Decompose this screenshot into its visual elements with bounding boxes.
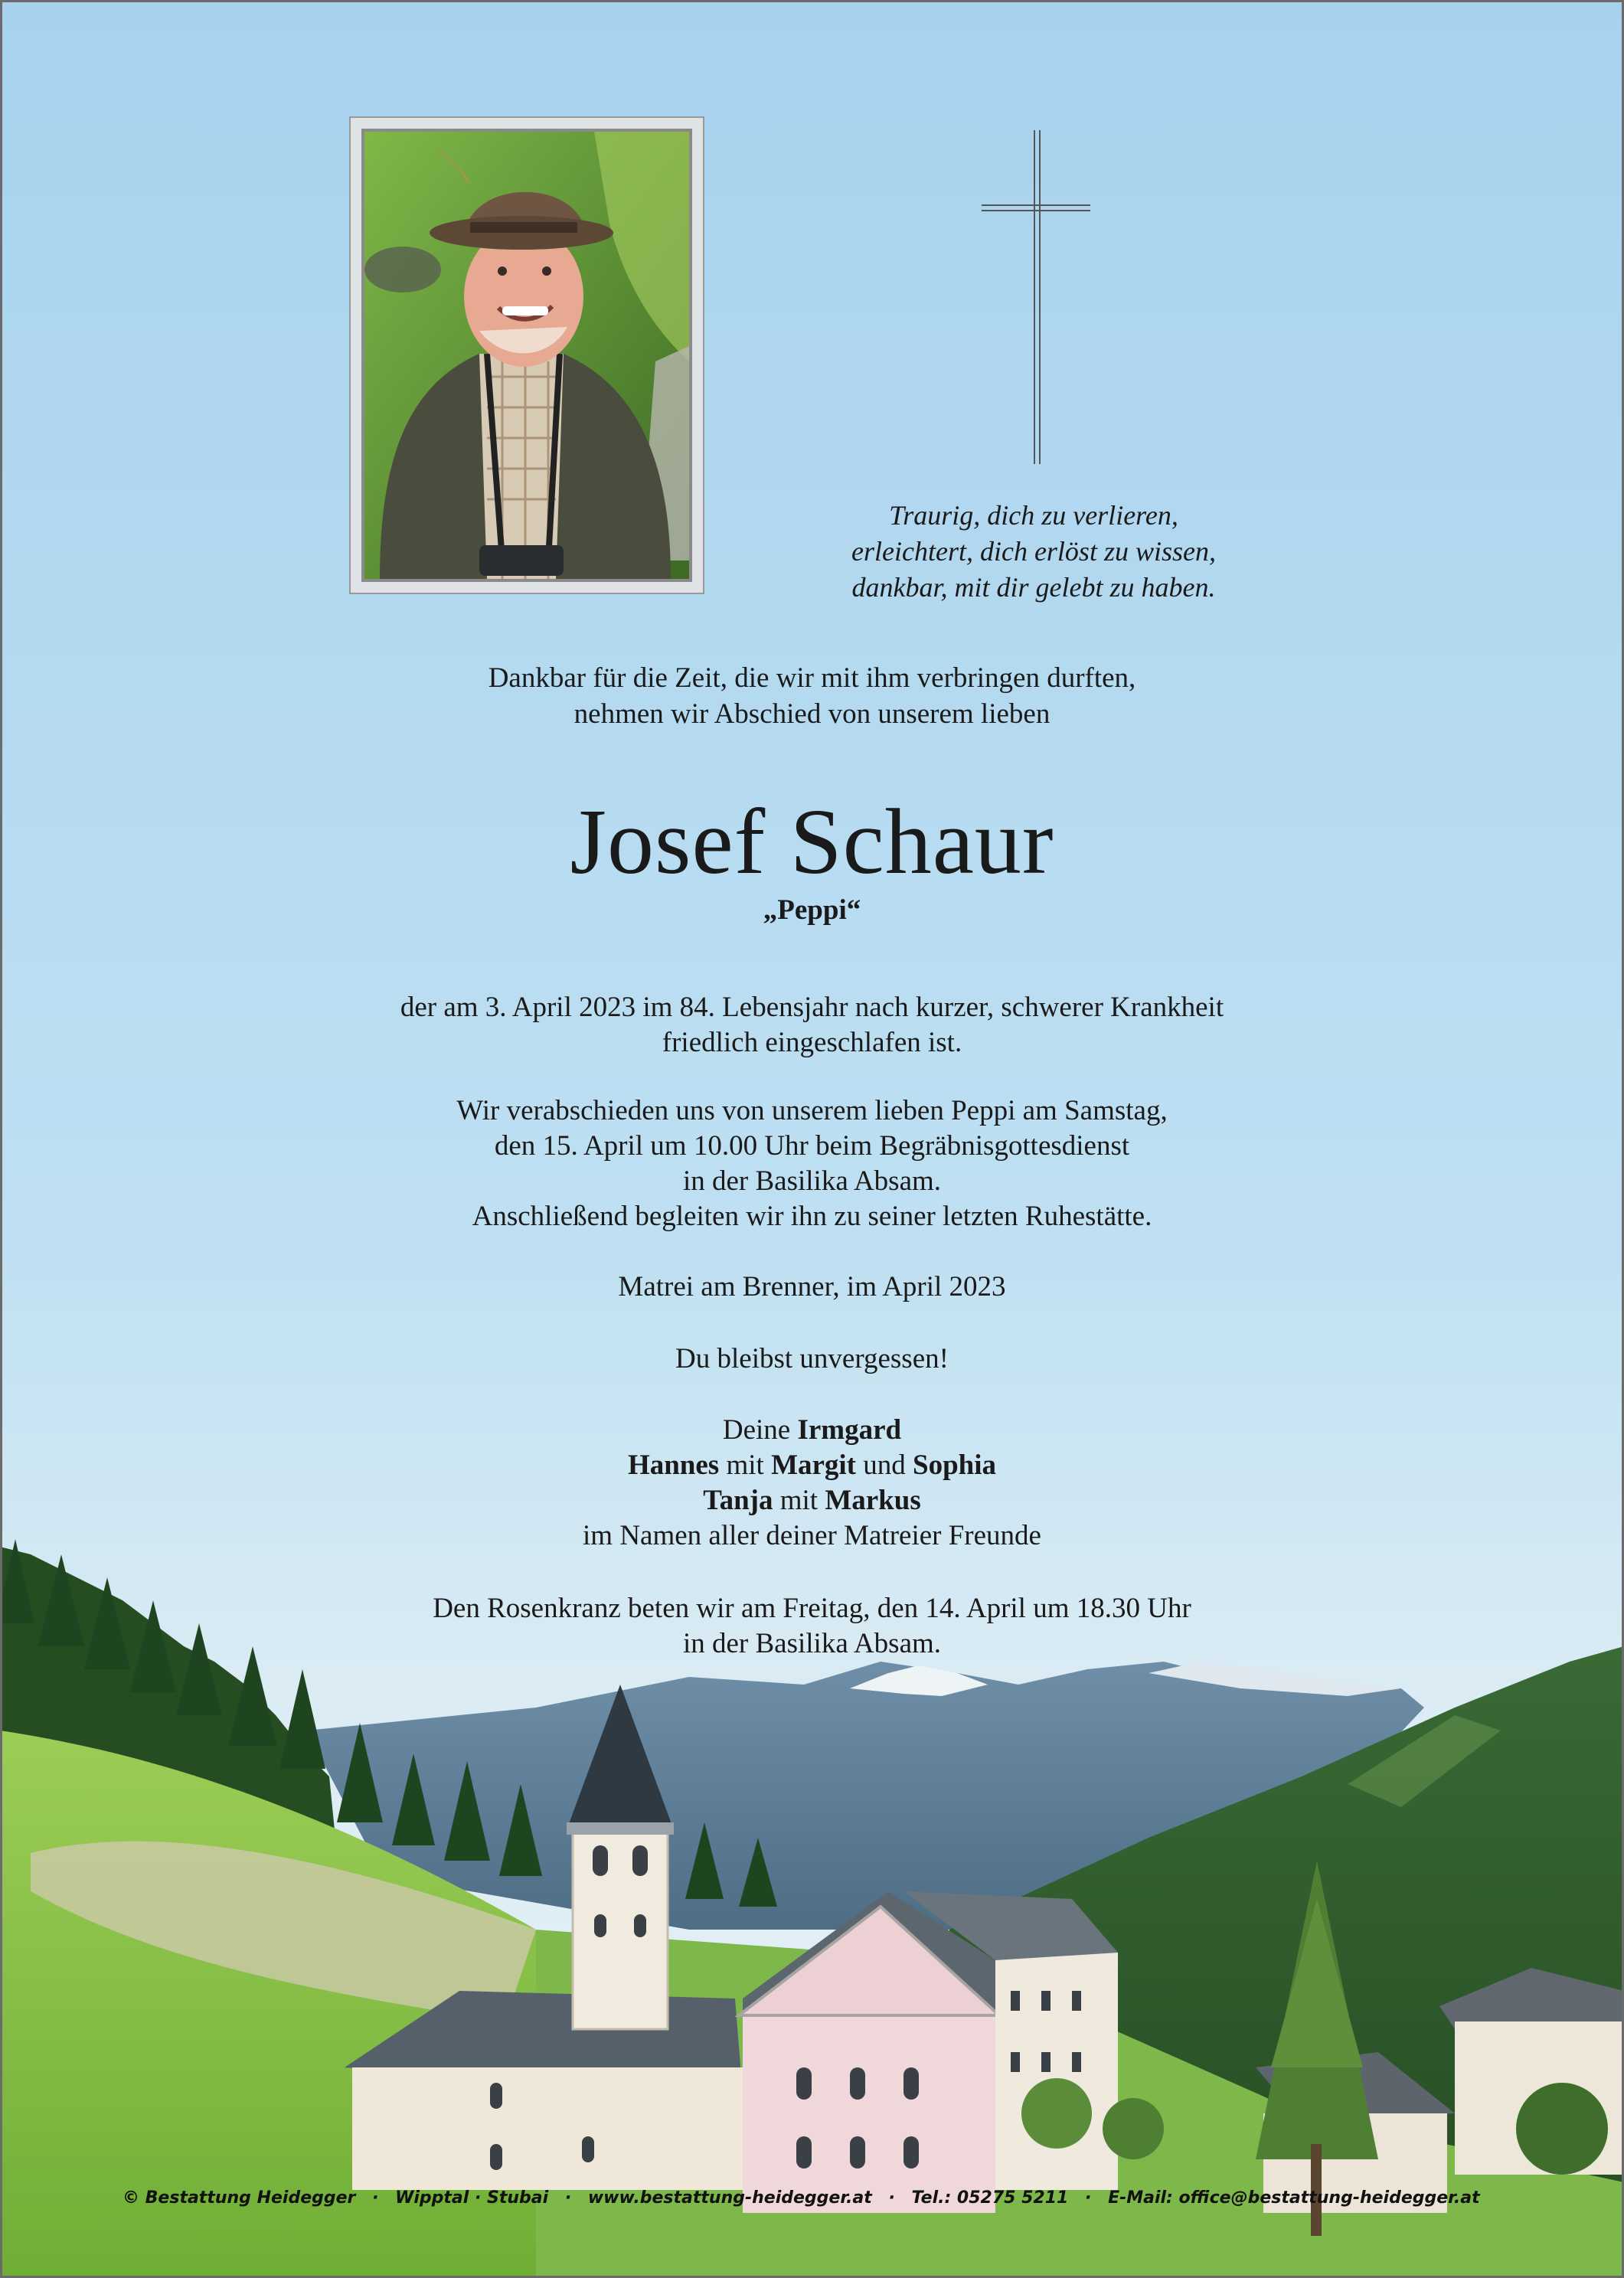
mourner-name: Margit bbox=[771, 1449, 857, 1481]
cross-icon bbox=[982, 130, 1090, 464]
portrait-illustration bbox=[364, 132, 689, 579]
footer-email-link[interactable]: E-Mail: office@bestattung-heidegger.at bbox=[1108, 2188, 1480, 2208]
mourner-text: mit bbox=[719, 1449, 772, 1481]
funeral-details bbox=[0, 1093, 1624, 1234]
footer-separator: · bbox=[1085, 2188, 1092, 2208]
mourner-line: im Namen aller deiner Matreier Freunde bbox=[583, 1520, 1041, 1551]
death-notice-line: friedlich eingeschlafen ist. bbox=[662, 1027, 962, 1058]
footer-separator: · bbox=[564, 2188, 572, 2208]
rosary-notice bbox=[0, 1591, 1624, 1662]
footer-bar bbox=[123, 2188, 1501, 2222]
death-notice-line: der am 3. April 2023 im 84. Lebensjahr nach kurzer, schwerer Krankheit bbox=[400, 992, 1224, 1023]
mourner-text: und bbox=[856, 1449, 913, 1481]
mourner-name: Hannes bbox=[627, 1449, 720, 1481]
funeral-line: den 15. April um 10.00 Uhr beim Begräbnisgottesdienst bbox=[494, 1130, 1130, 1162]
mourner-line bbox=[0, 1413, 1624, 1448]
mourner-name: Markus bbox=[825, 1485, 921, 1516]
intro-line: nehmen wir Abschied von unserem lieben bbox=[573, 698, 1051, 730]
mourner-text: mit bbox=[773, 1485, 825, 1516]
portrait-photo bbox=[361, 129, 692, 582]
place-date: Matrei am Brenner, im April 2023 bbox=[618, 1271, 1006, 1302]
poem-line: erleichtert, dich erlöst zu wissen, bbox=[851, 536, 1216, 567]
mourner-text: Deine bbox=[722, 1414, 798, 1446]
mourner-name: Irmgard bbox=[797, 1414, 902, 1446]
mourner-name: Sophia bbox=[913, 1449, 997, 1481]
deceased-nickname: „Peppi“ bbox=[763, 894, 861, 926]
rosary-line: in der Basilika Absam. bbox=[682, 1628, 942, 1659]
funeral-line: in der Basilika Absam. bbox=[682, 1165, 942, 1197]
rosary-line: Den Rosenkranz beten wir am Freitag, den 14. April um 18.30 Uhr bbox=[433, 1593, 1191, 1624]
footer-company: © Bestattung Heidegger bbox=[123, 2188, 356, 2208]
intro-line: Dankbar für die Zeit, die wir mit ihm verbringen durften, bbox=[488, 662, 1136, 694]
footer-separator: · bbox=[888, 2188, 895, 2208]
footer-region: Wipptal · Stubai bbox=[395, 2188, 549, 2208]
footer-website-link[interactable]: www.bestattung-heidegger.at bbox=[587, 2188, 872, 2208]
mourner-line bbox=[0, 1448, 1624, 1483]
farewell-text: Du bleibst unvergessen! bbox=[675, 1343, 949, 1374]
poem-line: dankbar, mit dir gelebt zu haben. bbox=[851, 572, 1216, 603]
footer-separator: · bbox=[372, 2188, 379, 2208]
footer-phone: Tel.: 05275 5211 bbox=[911, 2188, 1069, 2208]
mourners-list bbox=[0, 1413, 1624, 1554]
mourner-name: Tanja bbox=[703, 1485, 773, 1516]
intro-text bbox=[0, 660, 1624, 732]
funeral-line: Wir verabschieden uns von unserem lieben Peppi am Samstag, bbox=[456, 1095, 1168, 1126]
deceased-name: Josef Schaur bbox=[570, 790, 1054, 894]
memorial-poem bbox=[796, 498, 1271, 606]
portrait-photo-frame bbox=[349, 116, 704, 594]
mourner-line bbox=[0, 1483, 1624, 1518]
poem-line: Traurig, dich zu verlieren, bbox=[889, 500, 1178, 531]
funeral-line: Anschließend begleiten wir ihn zu seiner letzten Ruhestätte. bbox=[472, 1201, 1152, 1232]
death-notice bbox=[0, 990, 1624, 1061]
